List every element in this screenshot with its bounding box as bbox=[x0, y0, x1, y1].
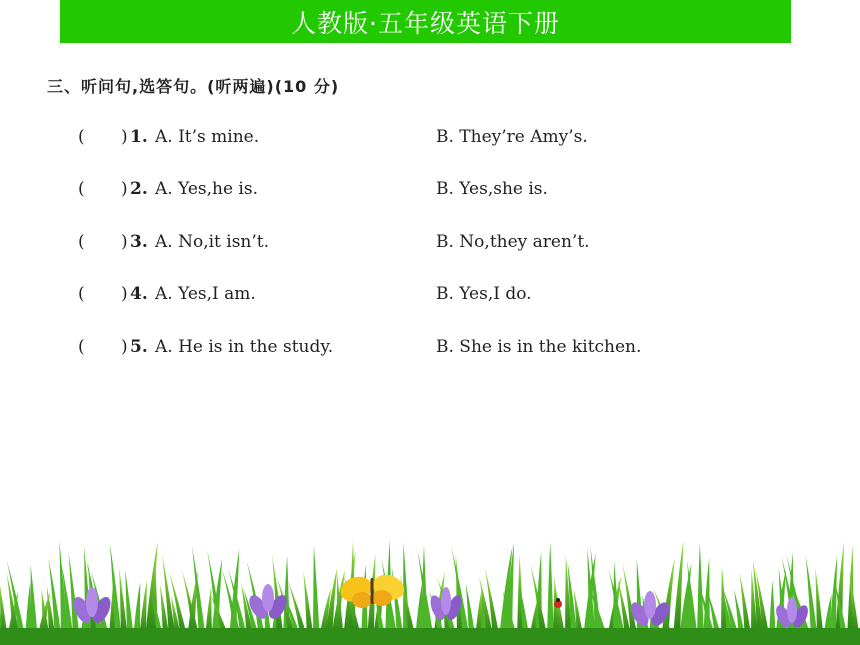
question-number: 5. bbox=[130, 337, 148, 357]
answer-paren-close: ) bbox=[121, 179, 128, 199]
answer-paren-close: ) bbox=[121, 284, 128, 304]
option-b: B. Yes,I do. bbox=[436, 284, 532, 304]
question-number: 4. bbox=[130, 284, 148, 304]
option-a: A. No,it isn’t. bbox=[155, 232, 270, 252]
answer-paren-open: ( bbox=[78, 232, 85, 252]
question-row bbox=[0, 179, 860, 209]
answer-paren-open: ( bbox=[78, 179, 85, 199]
answer-paren-open: ( bbox=[78, 127, 85, 147]
question-number: 3. bbox=[130, 232, 148, 252]
option-b: B. She is in the kitchen. bbox=[436, 337, 642, 357]
banner-title: 人教版·五年级英语下册 bbox=[291, 8, 560, 38]
option-b: B. No,they aren’t. bbox=[436, 232, 590, 252]
option-a: A. Yes,I am. bbox=[155, 284, 256, 304]
answer-paren-close: ) bbox=[121, 232, 128, 252]
option-b: B. They’re Amy’s. bbox=[436, 127, 588, 147]
question-row bbox=[0, 284, 860, 314]
question-row bbox=[0, 337, 860, 367]
question-number: 1. bbox=[130, 127, 148, 147]
option-a: A. Yes,he is. bbox=[155, 179, 258, 199]
answer-paren-open: ( bbox=[78, 337, 85, 357]
section-heading: 三、听问句,选答句。(听两遍)(10 分) bbox=[47, 77, 340, 96]
question-row bbox=[0, 232, 860, 262]
question-row bbox=[0, 127, 860, 157]
question-number: 2. bbox=[130, 179, 148, 199]
option-a: A. He is in the study. bbox=[155, 337, 334, 357]
answer-paren-close: ) bbox=[121, 127, 128, 147]
grass-border-icon bbox=[0, 540, 860, 645]
option-b: B. Yes,she is. bbox=[436, 179, 548, 199]
option-a: A. It’s mine. bbox=[155, 127, 260, 147]
answer-paren-open: ( bbox=[78, 284, 85, 304]
answer-paren-close: ) bbox=[121, 337, 128, 357]
